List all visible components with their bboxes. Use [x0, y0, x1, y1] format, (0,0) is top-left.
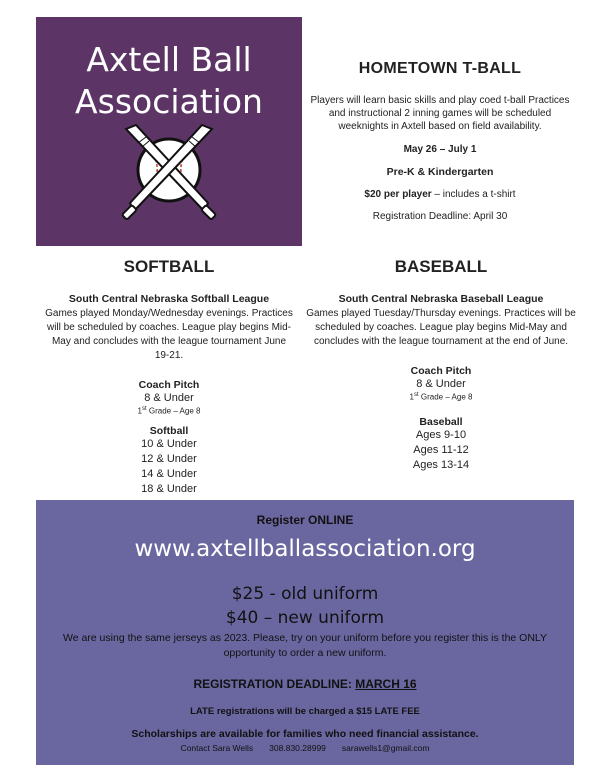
registration-deadline	[36, 677, 574, 691]
crossed-bats-baseball-icon	[116, 121, 222, 227]
baseball-divisions	[305, 416, 577, 473]
baseball-heading: BASEBALL	[394, 257, 488, 276]
softball-section	[44, 257, 294, 497]
tball-price-amount: $20 per player	[364, 189, 432, 200]
logo-title-line1: Axtell Ball	[86, 40, 252, 79]
softball-divisions	[44, 425, 294, 497]
softball-coach-pitch	[44, 379, 294, 416]
contact-name: Contact Sara Wells	[180, 743, 254, 753]
contact-email[interactable]: sarawells1@gmail.com	[341, 743, 430, 753]
contact-phone: 308.830.28999	[269, 743, 326, 753]
softball-coach-pitch-title: Coach Pitch	[138, 379, 200, 391]
baseball-league: South Central Nebraska Baseball League	[338, 293, 544, 305]
uniform-note: We are using the same jerseys as 2023. Please, try on your uniform before you register this is the ONLY opportunity to order a new uniform.	[62, 632, 547, 659]
grade-text: Grade – Age 8	[146, 406, 201, 416]
list-item: 10 & Under	[141, 437, 197, 450]
scholarship-note: Scholarships are available for families who need financial assistance.	[131, 728, 479, 740]
list-item: 12 & Under	[141, 452, 197, 465]
softball-heading: SOFTBALL	[123, 257, 215, 276]
late-fee-note: LATE registrations will be charged a $15 LATE FEE	[190, 706, 420, 717]
baseball-division-title: Baseball	[419, 415, 463, 428]
tball-heading: HOMETOWN T-BALL	[358, 60, 522, 77]
grade-number: 1	[409, 392, 414, 402]
deadline-label: REGISTRATION DEADLINE:	[193, 677, 356, 691]
grade-suffix: st	[141, 406, 147, 412]
price-old-uniform: $25 - old uniform	[231, 584, 379, 604]
logo-title	[36, 39, 302, 123]
logo-box	[36, 17, 302, 246]
baseball-coach-pitch-title: Coach Pitch	[410, 365, 472, 377]
list-item: 14 & Under	[141, 467, 197, 480]
list-item: 18 & Under	[141, 482, 197, 495]
baseball-coach-pitch-age: 8 & Under	[416, 378, 466, 390]
grade-text: Grade – Age 8	[418, 392, 473, 402]
deadline-date: MARCH 16	[355, 677, 417, 691]
price-new-uniform: $40 – new uniform	[225, 608, 385, 628]
tball-section	[305, 60, 575, 223]
grade-number: 1	[137, 406, 142, 416]
logo-title-line2: Association	[75, 82, 263, 121]
tball-deadline: Registration Deadline: April 30	[372, 211, 508, 222]
tball-dates: May 26 – July 1	[403, 144, 477, 155]
contact-line	[36, 743, 574, 753]
list-item: Ages 9-10	[415, 428, 467, 441]
tball-grades: Pre-K & Kindergarten	[386, 166, 494, 178]
tball-price	[305, 188, 575, 201]
grade-suffix: st	[413, 392, 419, 398]
tball-description: Players will learn basic skills and play coed t-ball Practices and instructional 2 inning games will be scheduled weeknights in Axtell based on field availability.	[310, 95, 570, 132]
baseball-info: Games played Tuesday/Thursday evenings. Practices will be scheduled by coaches. League play begins Mid-May and concludes with the league tournament at the end of June.	[306, 308, 576, 347]
tball-price-note: – includes a t-shirt	[431, 189, 516, 200]
softball-division-title: Softball	[149, 424, 189, 437]
softball-info: Games played Monday/Wednesday evenings. Practices will be scheduled by coaches. League play begins Mid-May and concludes with the league tournament June 19-21.	[45, 308, 293, 361]
registration-banner	[36, 500, 574, 765]
baseball-coach-pitch-grade	[305, 392, 577, 402]
softball-coach-pitch-grade	[44, 406, 294, 416]
register-online-label: Register ONLINE	[256, 513, 354, 527]
website-link[interactable]: www.axtellballassociation.org	[134, 536, 476, 562]
softball-league: South Central Nebraska Softball League	[68, 293, 270, 305]
list-item: Ages 13-14	[412, 458, 470, 471]
baseball-section	[305, 257, 577, 473]
softball-coach-pitch-age: 8 & Under	[144, 392, 194, 404]
baseball-coach-pitch	[305, 365, 577, 402]
list-item: Ages 11-12	[413, 443, 469, 456]
